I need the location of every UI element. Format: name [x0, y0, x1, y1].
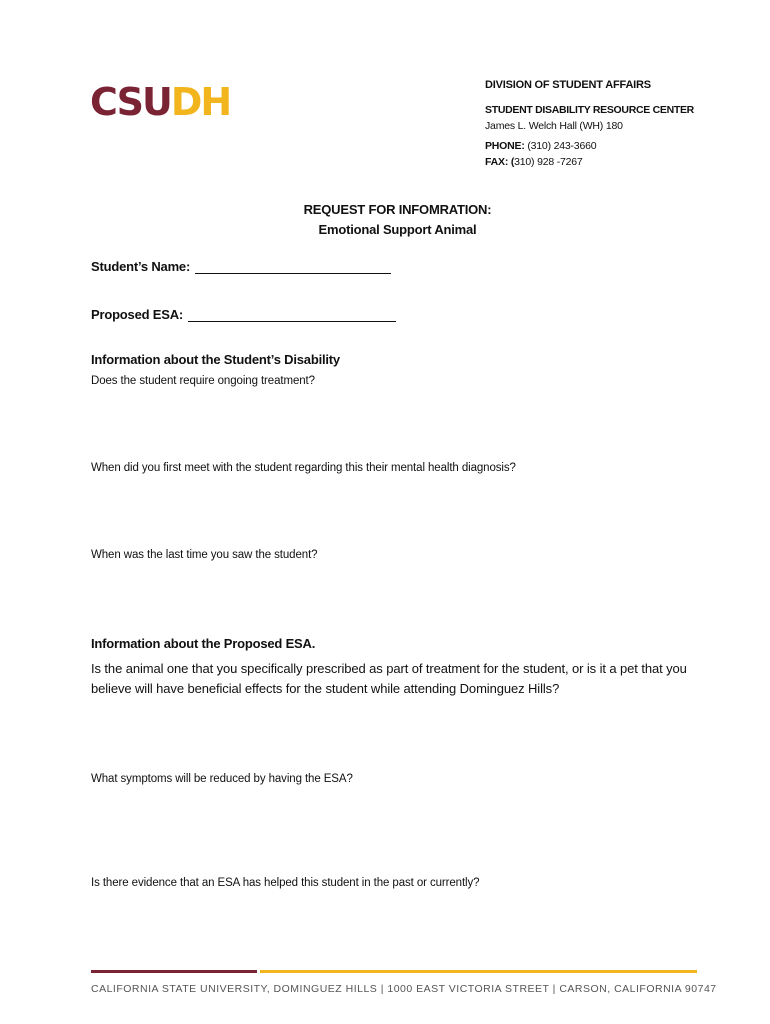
logo-csu-text: CSU: [90, 80, 171, 124]
proposed-esa-label: Proposed ESA:: [91, 307, 184, 322]
question-symptoms: What symptoms will be reduced by having the ESA?: [91, 773, 353, 785]
footer-address: CALIFORNIA STATE UNIVERSITY, DOMINGUEZ HILLS | 1000 EAST VICTORIA STREET | CARSON, CALIFORNIA 90747: [91, 983, 717, 995]
center-name: STUDENT DISABILITY RESOURCE CENTER: [485, 104, 694, 116]
csudh-logo: [90, 80, 231, 124]
question-evidence: Is there evidence that an ESA has helped this student in the past or currently?: [91, 877, 480, 889]
form-subtitle: Emotional Support Animal: [318, 222, 477, 237]
proposed-esa-field: [91, 307, 396, 322]
question-last-saw: When was the last time you saw the student?: [91, 549, 318, 561]
esa-section-heading: Information about the Proposed ESA.: [91, 636, 316, 651]
question-ongoing-treatment: Does the student require ongoing treatment?: [91, 375, 315, 387]
phone-value: (310) 243-3660: [527, 140, 597, 152]
footer-maroon-bar: [91, 970, 257, 973]
form-title: REQUEST FOR INFOMRATION:: [303, 202, 492, 217]
question-first-meet: When did you first meet with the student regarding this their mental health diagnosis?: [91, 462, 516, 474]
fax-value: 310) 928 -7267: [514, 156, 583, 168]
fax-label: FAX: (: [485, 156, 515, 168]
division-name: DIVISION OF STUDENT AFFAIRS: [485, 79, 651, 91]
footer-gold-bar: [260, 970, 697, 973]
proposed-esa-blank[interactable]: [188, 307, 396, 322]
student-name-field: [91, 259, 391, 274]
student-name-label: Student’s Name:: [91, 259, 191, 274]
phone-line: [485, 140, 596, 152]
question-prescribed: Is the animal one that you specifically prescribed as part of treatment for the student, or is it a pet that you believe will have beneficial effects for the student while attending Dominguez Hills?: [91, 661, 687, 696]
logo-dh-text: DH: [170, 80, 231, 124]
fax-line: [485, 156, 583, 168]
student-name-blank[interactable]: [195, 259, 391, 274]
address: James L. Welch Hall (WH) 180: [485, 120, 623, 132]
disability-section-heading: Information about the Student’s Disability: [91, 352, 340, 367]
phone-label: PHONE:: [485, 140, 525, 152]
